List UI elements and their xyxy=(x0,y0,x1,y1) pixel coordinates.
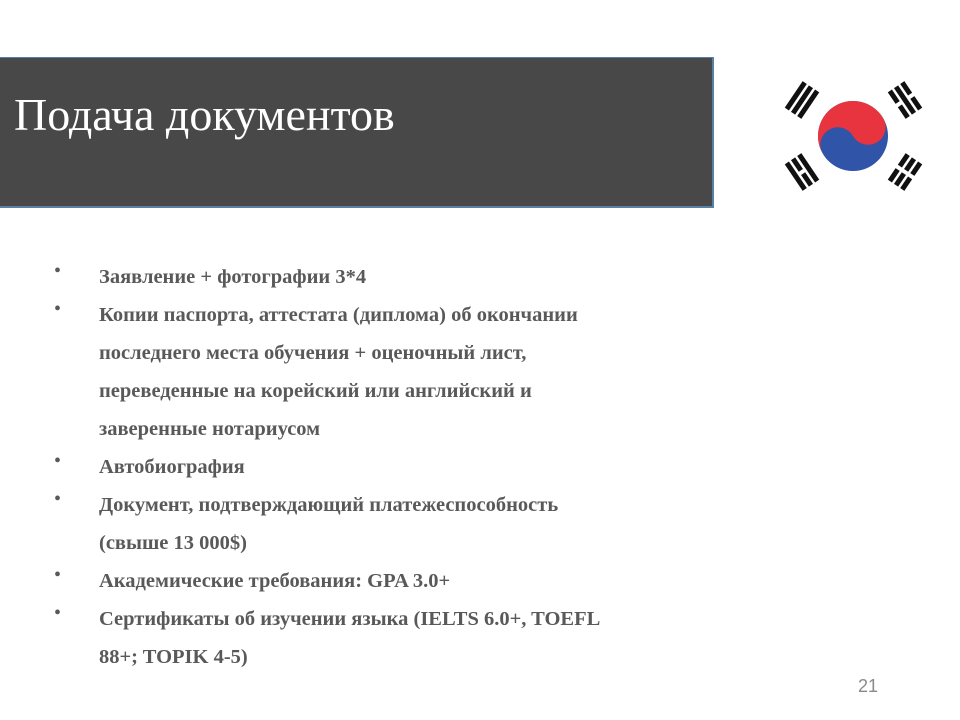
bullet-icon: • xyxy=(54,488,62,510)
list-item-text: Документ, подтверждающий платежеспособность xyxy=(99,494,559,516)
list-item-text: Копии паспорта, аттестата (диплома) об окончании xyxy=(99,304,578,326)
slide-title: Подача документов xyxy=(14,89,395,140)
south-korea-flag-icon xyxy=(768,68,936,202)
bullet-icon: • xyxy=(54,602,62,624)
bullet-icon: • xyxy=(54,260,62,282)
list-item xyxy=(50,600,790,676)
list-item-text: заверенные нотариусом xyxy=(99,418,321,440)
bullet-icon: • xyxy=(54,564,62,586)
bullet-list xyxy=(50,258,790,676)
list-item xyxy=(50,448,790,486)
list-item-text: 88+; TOPIK 4-5) xyxy=(99,646,248,668)
list-item-text: (свыше 13 000$) xyxy=(99,532,247,554)
list-item-text: Автобиография xyxy=(99,456,245,478)
list-item-text: последнего места обучения + оценочный лист, xyxy=(99,342,527,364)
list-item xyxy=(50,296,790,448)
list-item-text: Академические требования: GPA 3.0+ xyxy=(99,570,451,592)
bullet-icon: • xyxy=(54,298,62,320)
list-item xyxy=(50,562,790,600)
list-item xyxy=(50,258,790,296)
bullet-icon: • xyxy=(54,450,62,472)
page-number: 21 xyxy=(858,676,879,696)
list-item xyxy=(50,486,790,562)
list-item-text: Заявление + фотографии 3*4 xyxy=(99,266,367,288)
list-item-text: Сертификаты об изучении языка (IELTS 6.0+, TOEFL xyxy=(99,608,601,630)
list-item-text: переведенные на корейский или английский и xyxy=(99,380,532,402)
